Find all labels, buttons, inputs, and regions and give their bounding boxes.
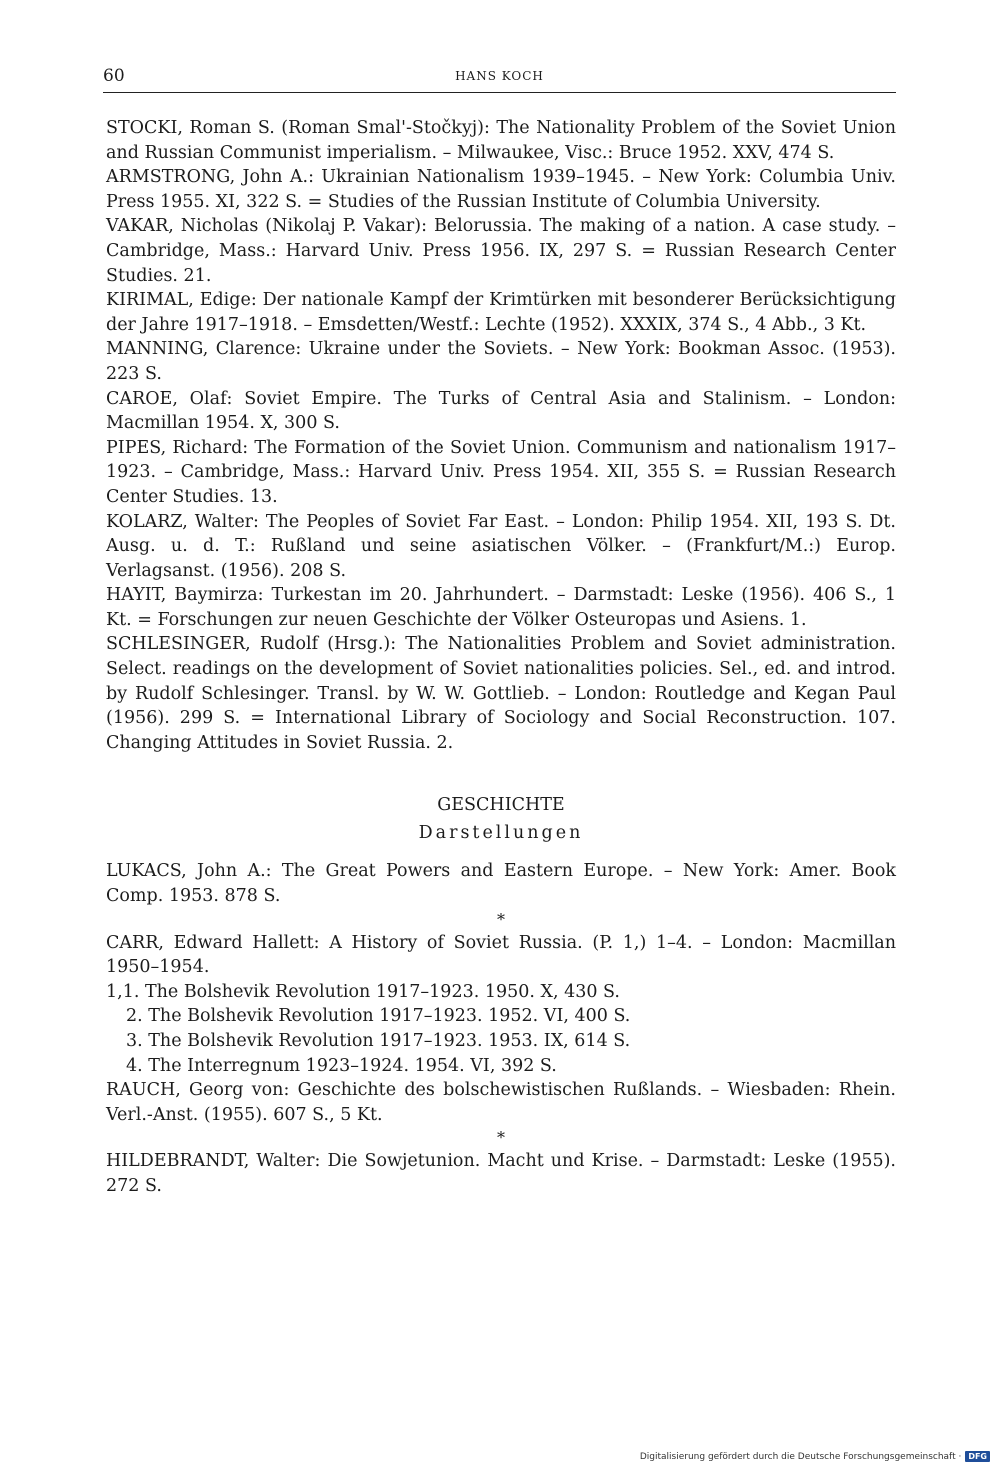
dfg-logo: DFG xyxy=(965,1451,990,1462)
bibliography-entry: ARMSTRONG, John A.: Ukrainian Nationalism 1939–1945. – New York: Columbia Univ. Press 1955. XI, 322 S. = Studies of the Russian Institute of Columbia University. xyxy=(106,167,896,212)
volume-line: 3. The Bolshevik Revolution 1917–1923. 1953. IX, 614 S. xyxy=(126,1031,631,1051)
page-header xyxy=(103,66,896,93)
volume-line: 2. The Bolshevik Revolution 1917–1923. 1952. VI, 400 S. xyxy=(126,1006,631,1027)
bibliography-entry: STOCKI, Roman S. (Roman Smal'-Stočkyj): The Nationality Problem of the Soviet Union and Russian Communist imperialism. – Milwaukee, Visc.: Bruce 1952. XXV, 474 S. xyxy=(106,118,896,163)
bibliography-entry: HILDEBRANDT, Walter: Die Sowjetunion. Macht und Krise. – Darmstadt: Leske (1955). 272 S. xyxy=(106,1151,896,1196)
running-head: HANS KOCH xyxy=(455,69,544,83)
bibliography-entry: LUKACS, John A.: The Great Powers and Eastern Europe. – New York: Amer. Book Comp. 1953. 878 S. xyxy=(106,861,896,907)
bibliography-entry: VAKAR, Nicholas (Nikolaj P. Vakar): Belorussia. The making of a nation. A case study. – Cambridge, Mass.: Harvard Univ. Press 1956. IX, 297 S. = Russian Research Center Studies. 21. xyxy=(106,216,896,286)
bibliography-entry: PIPES, Richard: The Formation of the Soviet Union. Communism and nationalism 1917–1923. – Cambridge, Mass.: Harvard Univ. Press 1954. XII, 355 S. = Russian Research Center Studies. 13. xyxy=(106,437,896,507)
asterisk-separator: * xyxy=(497,909,505,929)
bibliography-entry: SCHLESINGER, Rudolf (Hrsg.): The Nationalities Problem and Soviet administration. Select. readings on the development of Soviet nationalities policies. Sel., ed. and introd. by Rudolf Schlesinger. Transl. by W. W. Gottlieb. – London: Routledge and Kegan Paul (1956). 299 S. = International Library of Sociology and Social Reconstruction. 107. Changing Attitudes in Soviet Russia. 2. xyxy=(106,634,896,753)
footer-text: Digitalisierung gefördert durch die Deutsche Forschungsgemeinschaft · xyxy=(639,1451,962,1462)
bibliography-entry: MANNING, Clarence: Ukraine under the Soviets. – New York: Bookman Assoc. (1953). 223 S. xyxy=(106,339,896,384)
bibliography-entry: KIRIMAL, Edige: Der nationale Kampf der Krimtürken mit besonderer Berücksichtigung der Jahre 1917–1918. – Emsdetten/Westf.: Lechte (1952). XXXIX, 374 S., 4 Abb., 3 Kt. xyxy=(106,290,896,335)
bibliography-entry: CARR, Edward Hallett: A History of Soviet Russia. (P. 1,) 1–4. – London: Macmillan 1950–1954. xyxy=(106,932,896,978)
page-body xyxy=(106,116,896,1199)
volume-line: 1,1. The Bolshevik Revolution 1917–1923. 1950. X, 430 S. xyxy=(106,981,620,1002)
digitization-footer xyxy=(640,1451,990,1462)
section-subheading: Darstellungen xyxy=(418,823,584,844)
bibliography-entry: CAROE, Olaf: Soviet Empire. The Turks of Central Asia and Stalinism. – London: Macmillan 1954. X, 300 S. xyxy=(106,388,896,434)
bibliography-entry: HAYIT, Baymirza: Turkestan im 20. Jahrhundert. – Darmstadt: Leske (1956). 406 S., 1 Kt. = Forschungen zur neuen Geschichte der Völker Osteuropas und Asiens. 1. xyxy=(106,585,896,630)
bibliography-entry: RAUCH, Georg von: Geschichte des bolschewistischen Rußlands. – Wiesbaden: Rhein. Verl.-Anst. (1955). 607 S., 5 Kt. xyxy=(106,1080,896,1125)
bibliography-entry: KOLARZ, Walter: The Peoples of Soviet Far East. – London: Philip 1954. XII, 193 S. Dt. Ausg. u. d. T.: Rußland und seine asiatischen Völker. – (Frankfurt/M.:) Europ. Verlagsanst. (1956). 208 S. xyxy=(106,511,896,581)
page-number: 60 xyxy=(103,66,125,86)
section-heading: GESCHICHTE xyxy=(437,795,565,816)
volume-line: 4. The Interregnum 1923–1924. 1954. VI, 392 S. xyxy=(126,1055,557,1076)
asterisk-separator: * xyxy=(497,1128,505,1148)
